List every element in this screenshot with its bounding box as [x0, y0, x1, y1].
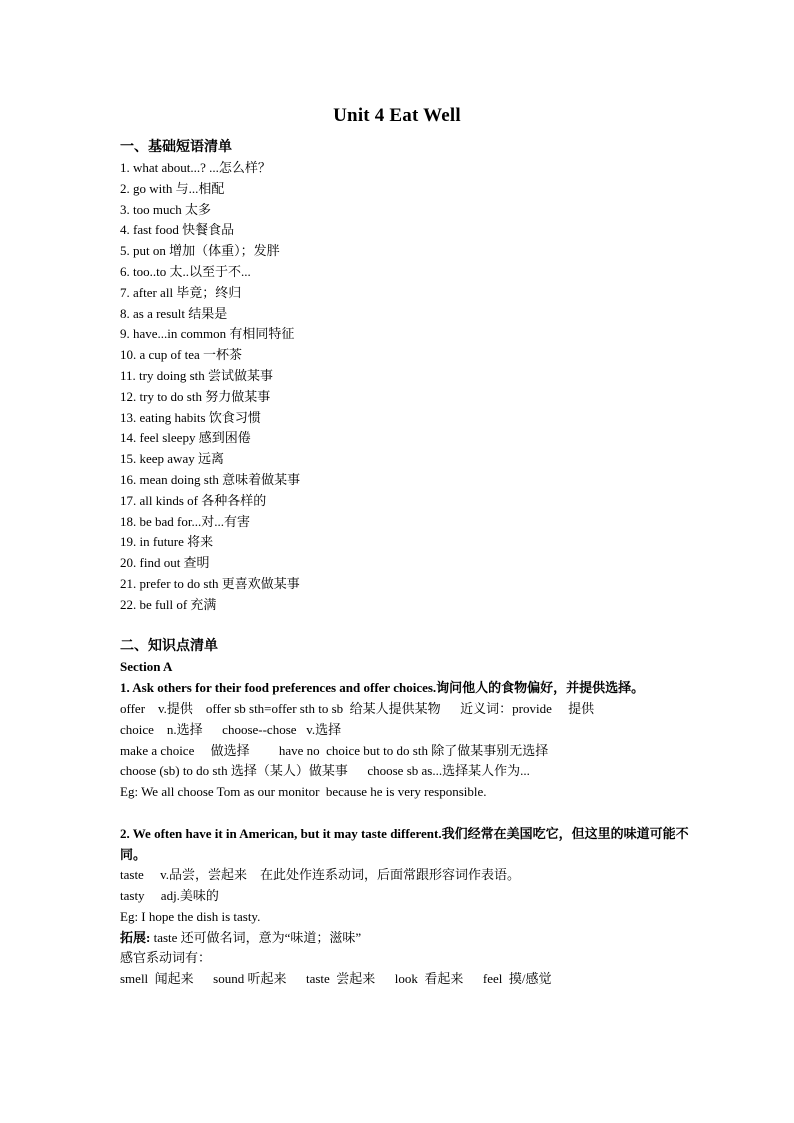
- phrase-item: 3. too much 太多: [120, 201, 211, 217]
- expand-label: 拓展:: [120, 929, 151, 945]
- knowledge-point-title: 2. We often have it in American, but it may taste different.我们经常在美国吃它，但这里的味道可能不同。: [120, 825, 689, 862]
- spacer: [120, 803, 690, 824]
- phrase-item: 10. a cup of tea 一杯茶: [120, 347, 243, 363]
- phrase-item: 11. try doing sth 尝试做某事: [120, 367, 273, 383]
- phrase-item: 22. be full of 充满: [120, 596, 217, 612]
- phrase-item: 14. feel sleepy 感到困倦: [120, 430, 251, 446]
- phrase-item: 21. prefer to do sth 更喜欢做某事: [120, 575, 300, 591]
- knowledge-line: taste v.品尝，尝起来 在此处作连系动词，后面常跟形容词作表语。: [120, 867, 520, 883]
- section-heading-phrases: 一、基础短语清单: [120, 140, 232, 155]
- phrase-item: 7. after all 毕竟；终归: [120, 284, 242, 300]
- spacer: [120, 616, 690, 637]
- phrase-item: 4. fast food 快餐食品: [120, 222, 235, 238]
- document-body: [120, 137, 690, 990]
- phrase-item: 13. eating habits 饮食习惯: [120, 409, 261, 425]
- phrase-item: 17. all kinds of 各种各样的: [120, 492, 267, 508]
- phrase-item: 8. as a result 结果是: [120, 305, 228, 321]
- section-heading-knowledge: 二、知识点清单: [120, 639, 218, 655]
- section-subheading: Section A: [120, 659, 173, 675]
- knowledge-line: choice n.选择 choose--chose v.选择: [120, 721, 342, 737]
- example-sentence: Eg: We all choose Tom as our monitor because he is very responsible.: [120, 784, 487, 800]
- phrase-item: 1. what about...? ...怎么样？: [120, 160, 271, 175]
- phrase-item: 6. too..to 太..以至于不...: [120, 263, 251, 279]
- phrase-item: 9. have...in common 有相同特征: [120, 326, 295, 342]
- knowledge-line: choose (sb) to do sth 选择（某人）做某事 choose sb as...选择某人作为...: [120, 763, 530, 779]
- phrase-item: 20. find out 查明: [120, 555, 210, 571]
- document-title: Unit 4 Eat Well: [333, 105, 461, 126]
- knowledge-line: tasty adj.美味的: [120, 888, 219, 904]
- phrase-item: 18. be bad for...对...有害: [120, 513, 250, 529]
- expand-text: taste 还可做名词，意为“味道；滋味”: [150, 929, 362, 945]
- phrase-item: 16. mean doing sth 意味着做某事: [120, 471, 301, 487]
- phrase-list: [120, 158, 690, 616]
- knowledge-point-title: 1. Ask others for their food preferences and offer choices.询问他人的食物偏好，并提供选择。: [120, 680, 645, 696]
- phrase-item: 12. try to do sth 努力做某事: [120, 388, 271, 404]
- phrase-item: 19. in future 将来: [120, 534, 214, 550]
- phrase-item: 5. put on 增加（体重）；发胖: [120, 243, 280, 259]
- expand-note: [120, 928, 690, 949]
- knowledge-line: make a choice 做选择 have no choice but to do sth 除了做某事别无选择: [120, 742, 549, 758]
- senses-intro: 感官系动词有：: [120, 950, 212, 966]
- knowledge-line: offer v.提供 offer sb sth=offer sth to sb 给某人提供某物 近义词：provide 提供: [120, 700, 595, 716]
- senses-line: smell 闻起来 sound 听起来 taste 尝起来 look 看起来 feel 摸/感觉: [120, 971, 552, 987]
- phrase-item: 2. go with 与...相配: [120, 180, 225, 196]
- phrase-item: 15. keep away 远离: [120, 451, 224, 467]
- example-sentence: Eg: I hope the dish is tasty.: [120, 908, 261, 924]
